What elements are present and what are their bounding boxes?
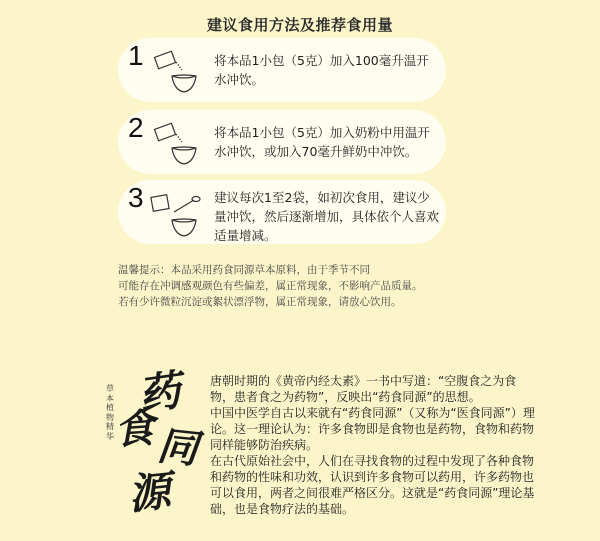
tip-line: 若有少许微粒沉淀或絮状漂浮物，属正常现象，请放心饮用。: [118, 296, 402, 308]
calligraphy-char: 同: [155, 422, 201, 473]
calligraphy-char: 药: [135, 365, 184, 420]
essay-paragraph: 在古代原始社会中，人们在寻找食物的过程中发现了各种食物和药物的性味和功效，认识到许多食物可以药用，许多药物也可以食用，两者之间很难严格区分。这就是“药食同源”理论基础，也是食物疗法的基础。: [210, 454, 535, 516]
tip-note: [118, 262, 458, 310]
essay-paragraph: 中国中医学自古以来就有“药食同源”（又称为“医食同源”）理论。这一理论认为：许多食物即是食物也是药物，食物和药物同样能够防治疾病。: [210, 406, 535, 452]
step-text: 将本品1小包（5克）加入奶粉中用温开水冲饮，或加入70毫升鲜奶中冲饮。: [214, 125, 430, 159]
step-number: 2: [128, 112, 144, 143]
tip-line: 温馨提示：本品采用药食同源草本原料，由于季节不同: [118, 264, 370, 276]
sachet-pour-icon: [146, 48, 204, 98]
calligraphy-subtitle: 草本植物精华: [106, 384, 114, 441]
essay-paragraph: 唐朝时期的《黄帝内经太素》一书中写道：“空腹食之为食物，患者食之为药物”，反映出“药食同源”的思想。: [210, 374, 517, 404]
step-2-card: [118, 110, 446, 174]
calligraphy-logo: [100, 365, 210, 520]
calligraphy-char: 源: [125, 465, 173, 520]
step-text: 将本品1小包（5克）加入100毫升温开水冲饮。: [214, 53, 429, 87]
sachet-pour-icon: [146, 120, 204, 170]
step-1-card: [118, 38, 446, 102]
step-number: 1: [128, 40, 144, 71]
spoon-bowl-icon: [146, 190, 204, 240]
tip-line: 可能存在冲调感观颜色有些偏差，属正常现象，不影响产品质量。: [118, 280, 423, 292]
calligraphy-char: 食: [112, 404, 156, 455]
step-text: 建议每次1至2袋，如初次食用，建议少量冲饮，然后逐渐增加，具体依个人喜欢适量增减。: [214, 190, 440, 243]
page-title: 建议食用方法及推荐食用量: [206, 16, 393, 34]
step-number: 3: [128, 182, 144, 213]
essay-text: [210, 373, 540, 517]
step-3-card: [118, 180, 446, 244]
